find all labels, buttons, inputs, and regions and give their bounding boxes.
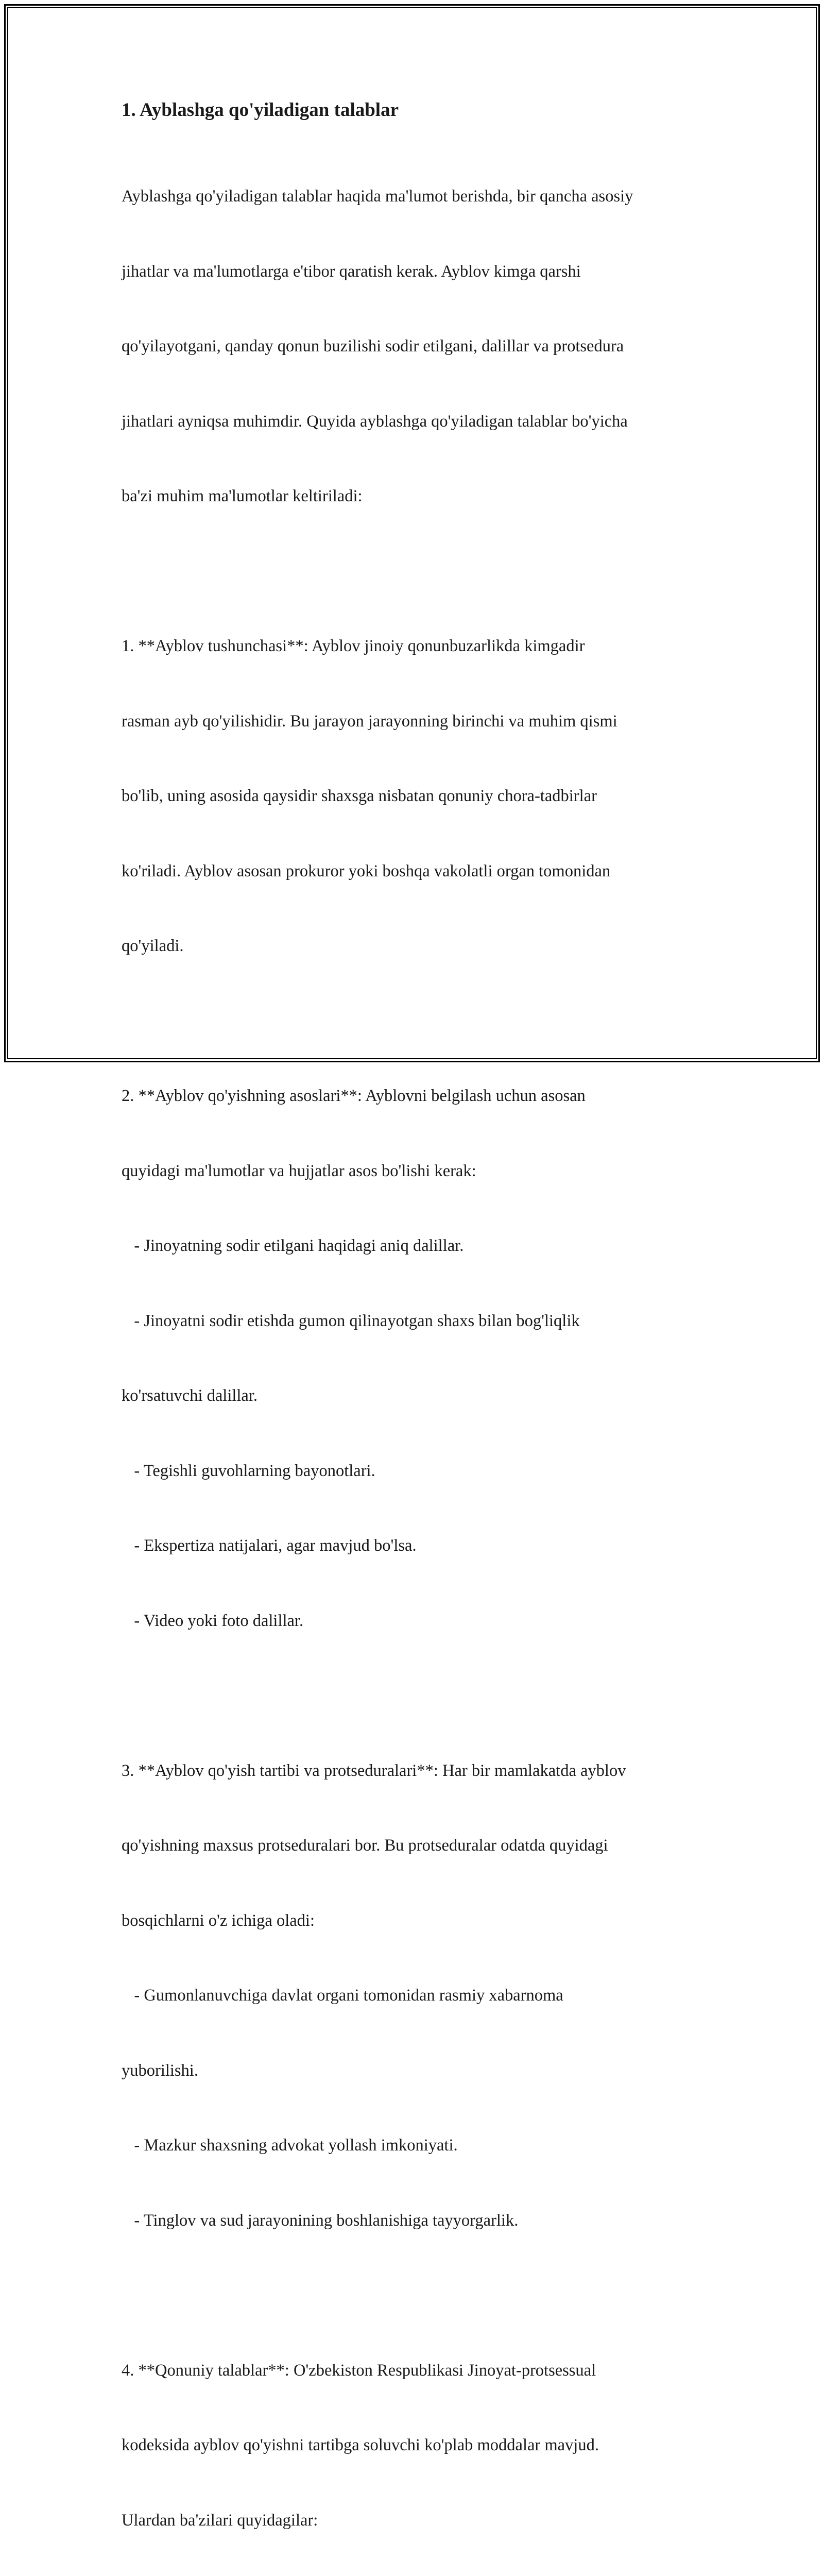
section-ayblov-asoslari bbox=[122, 1033, 719, 1683]
document-body bbox=[122, 98, 719, 2576]
list-item: - Ekspertiza natijalari, agar mavjud bo'lsa. bbox=[122, 1533, 719, 1558]
paragraph-gap bbox=[122, 2283, 719, 2308]
text-line: qo'yilayotgani, qanday qonun buzilishi sodir etilgani, dalillar va protsedura bbox=[122, 334, 719, 359]
text-line: kodeksida ayblov qo'yishni tartibga soluvchi ko'plab moddalar mavjud. bbox=[122, 2433, 719, 2458]
document-title: 1. Ayblashga qo'yiladigan talablar bbox=[122, 98, 719, 123]
text-line: Ayblashga qo'yiladigan talablar haqida ma'lumot berishda, bir qancha asosiy bbox=[122, 184, 719, 209]
text-line: rasman ayb qo'yilishidir. Bu jarayon jarayonning birinchi va muhim qismi bbox=[122, 709, 719, 734]
text-line: ko'riladi. Ayblov asosan prokuror yoki boshqa vakolatli organ tomonidan bbox=[122, 859, 719, 884]
text-line: ko'rsatuvchi dalillar. bbox=[122, 1383, 719, 1409]
paragraph-gap bbox=[122, 559, 719, 584]
text-line: 3. **Ayblov qo'yish tartibi va protseduralari**: Har bir mamlakatda ayblov bbox=[122, 1758, 719, 1784]
text-line: jihatlar va ma'lumotlarga e'tibor qaratish kerak. Ayblov kimga qarshi bbox=[122, 259, 719, 284]
text-line: Ulardan ba'zilari quyidagilar: bbox=[122, 2508, 719, 2533]
text-line: qo'yishning maxsus protseduralari bor. Bu protseduralar odatda quyidagi bbox=[122, 1833, 719, 1858]
text-line: 1. **Ayblov tushunchasi**: Ayblov jinoiy qonunbuzarlikda kimgadir bbox=[122, 634, 719, 659]
list-item: - Video yoki foto dalillar. bbox=[122, 1608, 719, 1634]
list-item: - Mazkur shaxsning advokat yollash imkoniyati. bbox=[122, 2133, 719, 2158]
list-item: - Tegishli guvohlarning bayonotlari. bbox=[122, 1459, 719, 1484]
paragraph-gap bbox=[122, 1009, 719, 1034]
list-item: - Gumonlanuvchiga davlat organi tomonidan rasmiy xabarnoma bbox=[122, 1983, 719, 2008]
list-item: - Tinglov va sud jarayonining boshlanishiga tayyorgarlik. bbox=[122, 2208, 719, 2233]
text-line: yuborilishi. bbox=[122, 2058, 719, 2083]
text-line: jihatlari ayniqsa muhimdir. Quyida ayblashga qo'yiladigan talablar bo'yicha bbox=[122, 409, 719, 434]
list-item: - Jinoyatning sodir etilgani haqidagi aniq dalillar. bbox=[122, 1233, 719, 1259]
list-item: - Jinoyatni sodir etishda gumon qilinayotgan shaxs bilan bog'liqlik bbox=[122, 1309, 719, 1334]
section-ayblov-tartibi bbox=[122, 1708, 719, 2283]
section-ayblov-tushunchasi bbox=[122, 584, 719, 1009]
text-line: 4. **Qonuniy talablar**: O'zbekiston Respublikasi Jinoyat-protsessual bbox=[122, 2358, 719, 2383]
paragraph-gap bbox=[122, 1683, 719, 1708]
intro-paragraph bbox=[122, 134, 719, 559]
section-qonuniy-talablar bbox=[122, 2308, 719, 2576]
text-line: qo'yiladi. bbox=[122, 934, 719, 959]
text-line: ba'zi muhim ma'lumotlar keltiriladi: bbox=[122, 484, 719, 509]
text-line: bosqichlarni o'z ichiga oladi: bbox=[122, 1908, 719, 1934]
text-line: 2. **Ayblov qo'yishning asoslari**: Ayblovni belgilash uchun asosan bbox=[122, 1083, 719, 1109]
text-line: quyidagi ma'lumotlar va hujjatlar asos bo'lishi kerak: bbox=[122, 1159, 719, 1184]
text-line: bo'lib, uning asosida qaysidir shaxsga nisbatan qonuniy chora-tadbirlar bbox=[122, 784, 719, 809]
